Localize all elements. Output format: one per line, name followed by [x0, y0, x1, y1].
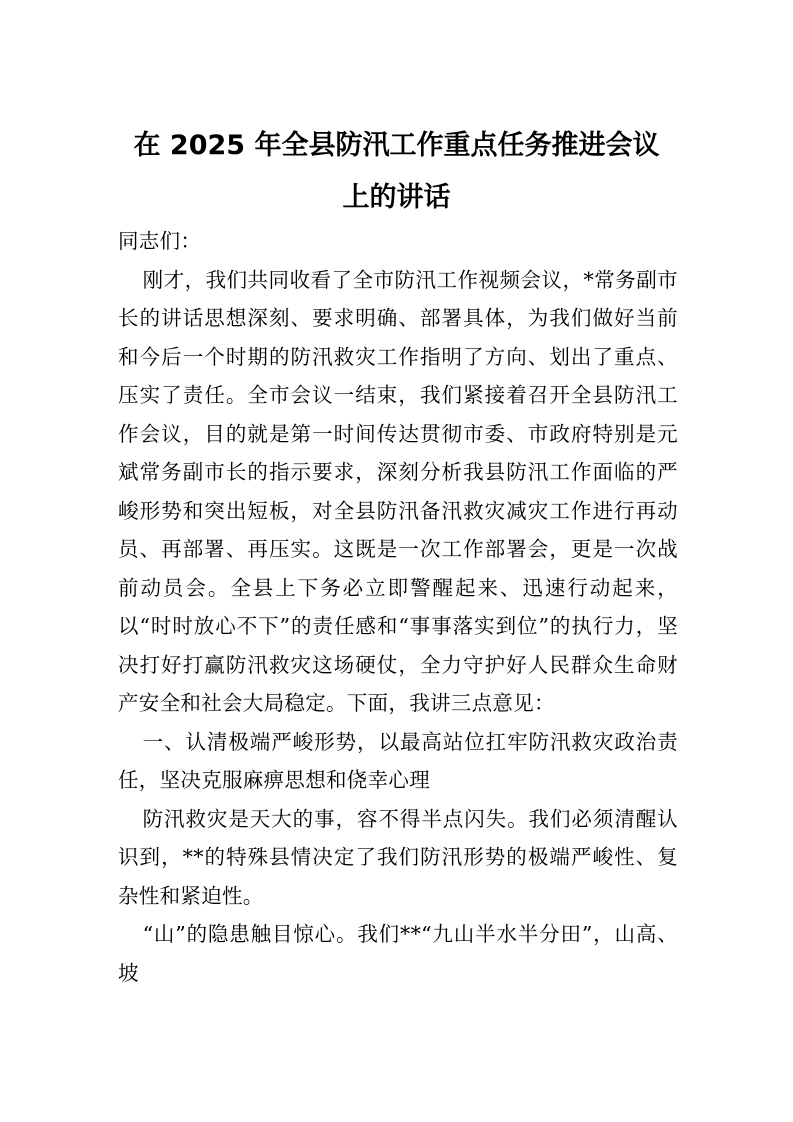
- document-title: [100, 120, 693, 224]
- document-body: [118, 222, 678, 992]
- paragraph-1: 刚才，我们共同收看了全市防汛工作视频会议，*常务副市长的讲话思想深刻、要求明确、部署具体，为我们做好当前和今后一个时期的防汛救灾工作指明了方向、划出了重点、压实了责任。全市会议一结束，我们紧接着召开全县防汛工作会议，目的就是第一时间传达贯彻市委、市政府特别是元斌常务副市长的指示要求，深刻分析我县防汛工作面临的严峻形势和突出短板，对全县防汛备汛救灾减灾工作进行再动员、再部署、再压实。这既是一次工作部署会，更是一次战前动员会。全县上下务必立即警醒起来、迅速行动起来，以“时时放心不下”的责任感和“事事落实到位”的执行力，坚决打好打赢防汛救灾这场硬仗，全力守护好人民群众生命财产安全和社会大局稳定。下面，我讲三点意见：: [118, 267, 678, 715]
- paragraph-3: “山”的隐患触目惊心。我们**“九山半水半分田”，山高、坡: [118, 922, 678, 985]
- title-line-1: 在 2025 年全县防汛工作重点任务推进会议: [133, 130, 660, 161]
- greeting: 同志们：: [118, 229, 202, 253]
- section-heading-1: 一、认清极端严峻形势，以最高站位扛牢防汛救灾政治责任，坚决克服麻痹思想和侥幸心理: [118, 729, 678, 792]
- paragraph-2: 防汛救灾是天大的事，容不得半点闪失。我们必须清醒认识到，**的特殊县情决定了我们防汛形势的极端严峻性、复杂性和紧迫性。: [118, 806, 678, 908]
- title-line-2: 上的讲话: [342, 182, 451, 213]
